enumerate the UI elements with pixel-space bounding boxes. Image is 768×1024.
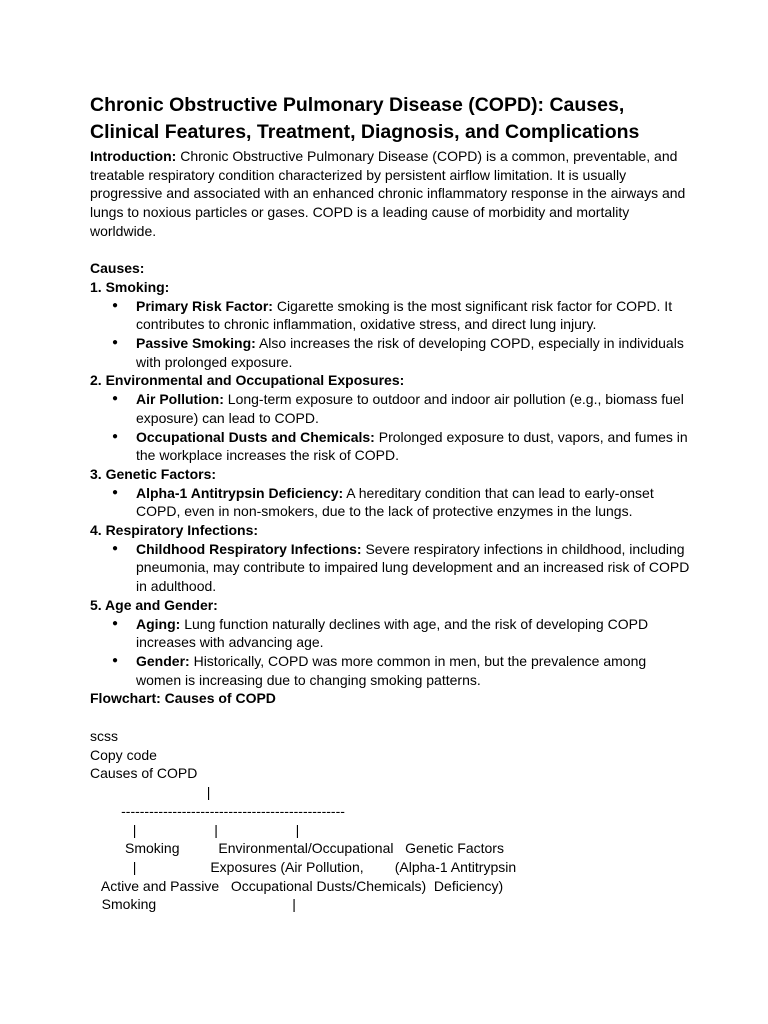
item-label: Primary Risk Factor: bbox=[136, 297, 273, 314]
section-heading-age-gender: 5. Age and Gender: bbox=[90, 596, 218, 613]
item-text: Long-term exposure to outdoor and indoor air pollution (e.g., biomass fuel exposure) can lead to COPD. bbox=[136, 391, 684, 426]
list-item bbox=[90, 484, 690, 521]
item-text: Lung function naturally declines with age, and the risk of developing COPD increases with advancing age. bbox=[136, 615, 649, 651]
item-label: Aging: bbox=[136, 615, 181, 632]
list-item bbox=[90, 390, 690, 427]
infections-list bbox=[90, 540, 690, 596]
causes-heading: Causes: bbox=[90, 260, 145, 277]
intro-text: Chronic Obstructive Pulmonary Disease (COPD) is a common, preventable, and treatable respiratory condition characterized by persistent airflow limitation. It is usually progressive and associated with an enhanced chronic inflammatory response in the airways and lungs to noxious particles or gases. COPD is a leading cause of morbidity and mortality worldwide. bbox=[90, 148, 686, 239]
item-label: Gender: bbox=[136, 652, 190, 669]
item-text: Also increases the risk of developing COPD, especially in individuals with prolonged exposure. bbox=[136, 335, 684, 370]
item-label: Childhood Respiratory Infections: bbox=[136, 540, 362, 557]
item-label: Alpha-1 Antitrypsin Deficiency: bbox=[136, 484, 344, 501]
list-item bbox=[90, 428, 690, 465]
item-text: A hereditary condition that can lead to early-onset COPD, even in non-smokers, due to the lack of protective enzymes in the lungs. bbox=[136, 484, 654, 520]
item-text: Cigarette smoking is the most significant risk factor for COPD. It contributes to chronic inflammation, oxidative stress, and direct lung injury. bbox=[136, 297, 673, 333]
item-text: Severe respiratory infections in childhood, including pneumonia, may contribute to impaired lung development and an increased risk of COPD in adulthood. bbox=[136, 540, 690, 595]
list-item bbox=[90, 334, 690, 371]
smoking-list bbox=[90, 297, 690, 372]
flowchart-code-block: scss Copy code Causes of COPD | ------------------------------------------------ | | | Smoking Environmental/Occupational Genetic Factors | Exposures (Air Pollution, (Alpha-1 Antitrypsin Active and Passive Occupational Dusts/Chemicals) Deficiency) Smoking | bbox=[90, 728, 517, 913]
list-item bbox=[90, 652, 690, 689]
environmental-list bbox=[90, 390, 690, 465]
section-heading-environmental: 2. Environmental and Occupational Exposures: bbox=[90, 372, 405, 389]
item-label: Air Pollution: bbox=[136, 391, 224, 408]
genetic-list bbox=[90, 484, 690, 521]
list-item bbox=[90, 297, 690, 334]
list-item bbox=[90, 540, 690, 596]
section-heading-infections: 4. Respiratory Infections: bbox=[90, 522, 259, 539]
section-heading-smoking: 1. Smoking: bbox=[90, 278, 170, 295]
document-title: Chronic Obstructive Pulmonary Disease (COPD): Causes, Clinical Features, Treatment, Diagnosis, and Complications bbox=[90, 94, 640, 143]
list-item bbox=[90, 615, 690, 652]
section-heading-genetic: 3. Genetic Factors: bbox=[90, 465, 217, 482]
intro-label: Introduction: bbox=[90, 148, 177, 164]
document-body bbox=[90, 147, 690, 708]
item-text: Historically, COPD was more common in men, but the prevalence among women is increasing due to changing smoking patterns. bbox=[136, 652, 647, 688]
age-gender-list bbox=[90, 615, 690, 690]
spacer bbox=[90, 241, 690, 260]
item-label: Occupational Dusts and Chemicals: bbox=[136, 428, 375, 445]
flowchart-heading: Flowchart: Causes of COPD bbox=[90, 690, 276, 707]
intro-paragraph bbox=[90, 147, 690, 241]
item-label: Passive Smoking: bbox=[136, 335, 256, 352]
item-text: Prolonged exposure to dust, vapors, and fumes in the workplace increases the risk of COPD. bbox=[136, 428, 688, 464]
